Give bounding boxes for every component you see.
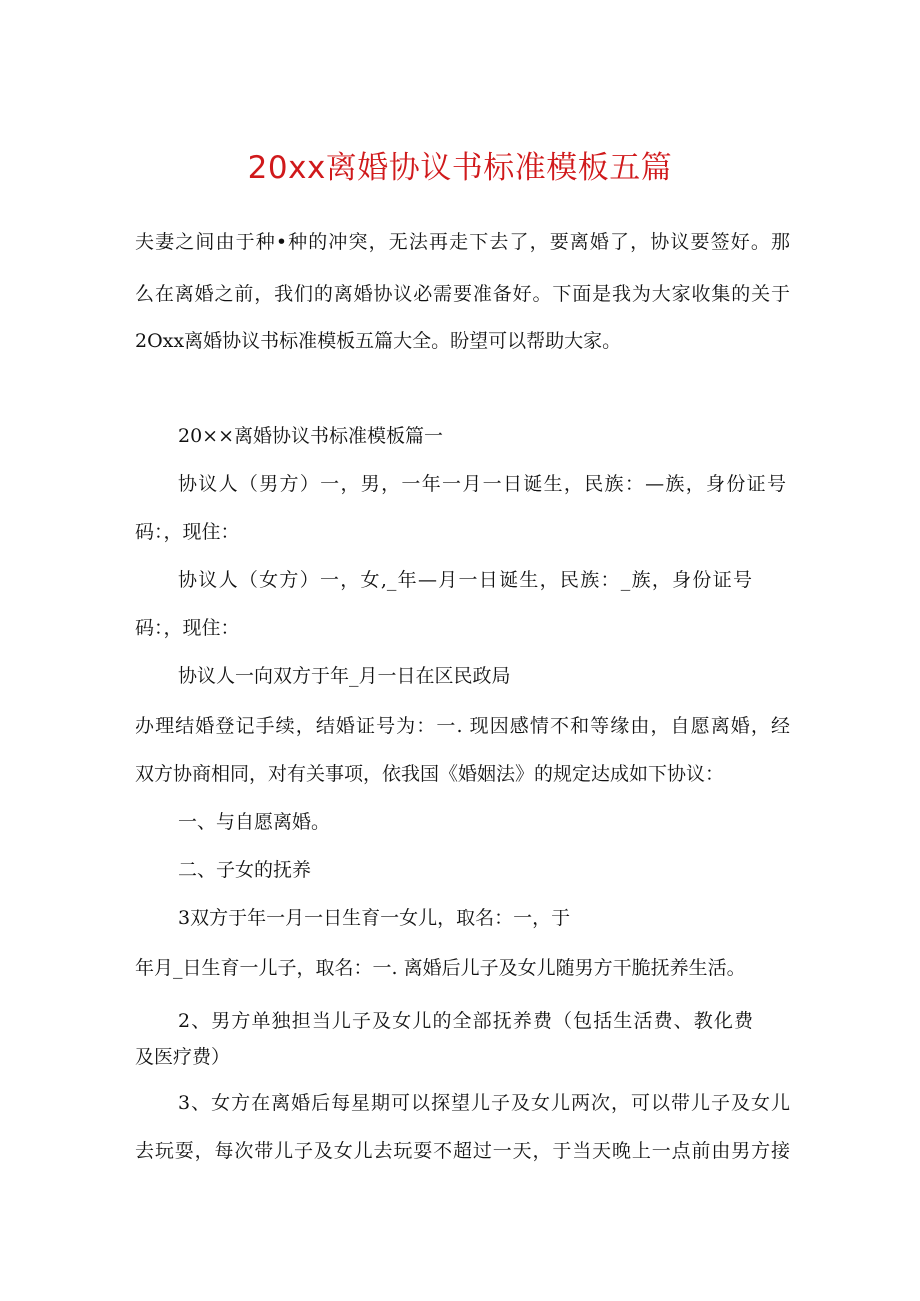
body-line-11: 年月_日生育一儿子，取名：一. 离婚后儿子及女儿随男方干脆抚养生活。 — [135, 957, 746, 979]
body-line-9: 二、子女的抚养 — [178, 859, 312, 881]
body-line-7: 双方协商相同，对有关事项，依我国《婚姻法》的规定达成如下协议： — [135, 763, 725, 785]
body-line-15: 去玩耍，每次带儿子及女儿去玩耍不超过一天，于当天晚上一点前由男方接 — [135, 1140, 790, 1162]
body-line-1: 协议人（男方）一，男，一年一月一日诞生，民族：—族，身份证号 — [178, 473, 786, 495]
body-line-2: 码：，现住： — [135, 521, 240, 543]
body-line-14: 3、女方在离婚后每星期可以探望儿子及女儿两次，可以带儿子及女儿 — [178, 1092, 790, 1114]
body-line-6: 办理结婚登记手续，结婚证号为：一. 现因感情不和等缘由，自愿离婚，经 — [135, 715, 790, 737]
intro-line-3: 2Oxx离婚协议书标准模板五篇大全。盼望可以帮助大家。 — [135, 330, 622, 352]
body-line-8: 一、与自愿离婚。 — [178, 811, 331, 833]
body-line-4: 码：，现住： — [135, 617, 240, 639]
section-heading: 20××离婚协议书标准模板篇一 — [178, 425, 444, 447]
intro-line-1: 夫妻之间由于种•种的冲突，无法再走下去了，要离婚了，协议要签好。那 — [135, 231, 790, 253]
document-title: 20xx离婚协议书标准模板五篇 — [247, 150, 673, 186]
body-line-3: 协议人（女方）一，女,_年—月一日诞生，民族：_族，身份证号 — [178, 569, 752, 591]
body-line-13: 及医疗费） — [135, 1046, 231, 1068]
body-line-5: 协议人一向双方于年_月一日在区民政局 — [178, 665, 511, 687]
intro-line-2: 么在离婚之前，我们的离婚协议必需要准备好。下面是我为大家收集的关于 — [135, 283, 790, 305]
body-line-10: 3双方于年一月一日生育一女儿，取名：一，于 — [178, 907, 571, 929]
body-line-12: 2、男方单独担当儿子及女儿的全部抚养费（包括生活费、教化费 — [178, 1010, 753, 1032]
